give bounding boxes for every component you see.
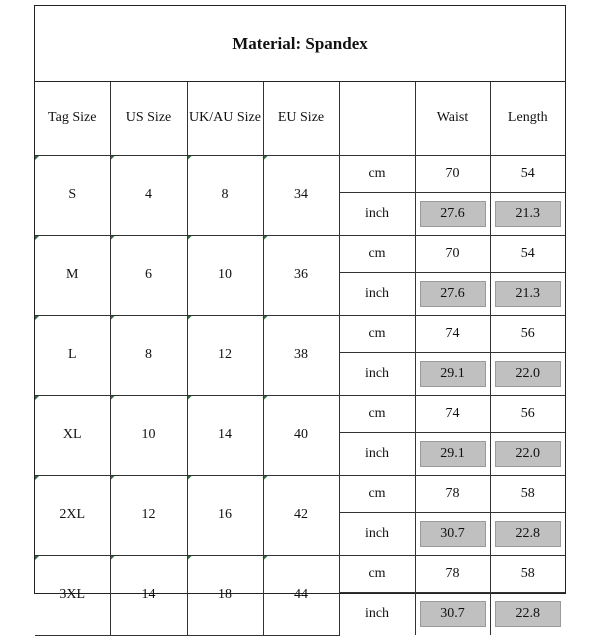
length-cm-cell: 58	[490, 556, 565, 593]
header-length: Length	[490, 82, 565, 156]
waist-inch-cell	[415, 433, 490, 476]
size-tag-cell: L	[35, 316, 110, 396]
table-row-cm	[35, 316, 565, 353]
waist-inch-value: 27.6	[420, 201, 486, 227]
unit-inch-cell: inch	[339, 353, 415, 396]
unit-inch-cell: inch	[339, 193, 415, 236]
size-tag-cell: XL	[35, 396, 110, 476]
unit-cm-cell: cm	[339, 556, 415, 593]
ukau-size-cell: 18	[187, 556, 263, 636]
waist-cm-cell: 70	[415, 156, 490, 193]
waist-inch-cell	[415, 593, 490, 636]
length-inch-value: 21.3	[495, 201, 562, 227]
length-inch-cell	[490, 513, 565, 556]
waist-inch-cell	[415, 193, 490, 236]
unit-inch-cell: inch	[339, 513, 415, 556]
size-tag-cell: S	[35, 156, 110, 236]
size-tag-cell: M	[35, 236, 110, 316]
length-inch-value: 22.0	[495, 361, 562, 387]
length-cm-cell: 56	[490, 316, 565, 353]
header-row	[35, 82, 565, 156]
table-row-cm	[35, 156, 565, 193]
length-inch-value: 21.3	[495, 281, 562, 307]
length-cm-cell: 54	[490, 236, 565, 273]
table-row-cm	[35, 476, 565, 513]
length-inch-cell	[490, 193, 565, 236]
header-eu-size: EU Size	[263, 82, 339, 156]
unit-cm-cell: cm	[339, 316, 415, 353]
unit-inch-cell: inch	[339, 593, 415, 636]
us-size-cell: 6	[110, 236, 187, 316]
size-table	[35, 82, 565, 636]
ukau-size-cell: 12	[187, 316, 263, 396]
table-row-cm	[35, 556, 565, 593]
unit-cm-cell: cm	[339, 476, 415, 513]
unit-inch-cell: inch	[339, 273, 415, 316]
length-inch-cell	[490, 433, 565, 476]
header-waist: Waist	[415, 82, 490, 156]
waist-cm-cell: 70	[415, 236, 490, 273]
waist-cm-cell: 74	[415, 396, 490, 433]
header-us-size: US Size	[110, 82, 187, 156]
length-cm-cell: 54	[490, 156, 565, 193]
eu-size-cell: 44	[263, 556, 339, 636]
unit-inch-cell: inch	[339, 433, 415, 476]
length-inch-cell	[490, 353, 565, 396]
length-inch-value: 22.8	[495, 601, 562, 627]
chart-title: Material: Spandex	[35, 6, 565, 82]
header-tag-size: Tag Size	[35, 82, 110, 156]
size-chart	[34, 5, 566, 621]
length-inch-cell	[490, 593, 565, 636]
us-size-cell: 10	[110, 396, 187, 476]
waist-inch-cell	[415, 513, 490, 556]
size-tag-cell: 3XL	[35, 556, 110, 636]
header-unit	[339, 82, 415, 156]
ukau-size-cell: 8	[187, 156, 263, 236]
length-inch-cell	[490, 273, 565, 316]
waist-inch-cell	[415, 273, 490, 316]
eu-size-cell: 40	[263, 396, 339, 476]
waist-inch-value: 30.7	[420, 521, 486, 547]
unit-cm-cell: cm	[339, 156, 415, 193]
ukau-size-cell: 14	[187, 396, 263, 476]
ukau-size-cell: 16	[187, 476, 263, 556]
table-row-cm	[35, 396, 565, 433]
waist-cm-cell: 78	[415, 556, 490, 593]
us-size-cell: 12	[110, 476, 187, 556]
waist-inch-cell	[415, 353, 490, 396]
unit-cm-cell: cm	[339, 396, 415, 433]
waist-inch-value: 27.6	[420, 281, 486, 307]
table-row-cm	[35, 236, 565, 273]
length-inch-value: 22.0	[495, 441, 562, 467]
eu-size-cell: 38	[263, 316, 339, 396]
ukau-size-cell: 10	[187, 236, 263, 316]
waist-inch-value: 29.1	[420, 361, 486, 387]
length-inch-value: 22.8	[495, 521, 562, 547]
eu-size-cell: 36	[263, 236, 339, 316]
waist-inch-value: 29.1	[420, 441, 486, 467]
us-size-cell: 14	[110, 556, 187, 636]
eu-size-cell: 34	[263, 156, 339, 236]
waist-cm-cell: 78	[415, 476, 490, 513]
eu-size-cell: 42	[263, 476, 339, 556]
header-ukau-size: UK/AU Size	[187, 82, 263, 156]
us-size-cell: 8	[110, 316, 187, 396]
length-cm-cell: 58	[490, 476, 565, 513]
waist-inch-value: 30.7	[420, 601, 486, 627]
length-cm-cell: 56	[490, 396, 565, 433]
unit-cm-cell: cm	[339, 236, 415, 273]
size-tag-cell: 2XL	[35, 476, 110, 556]
waist-cm-cell: 74	[415, 316, 490, 353]
us-size-cell: 4	[110, 156, 187, 236]
